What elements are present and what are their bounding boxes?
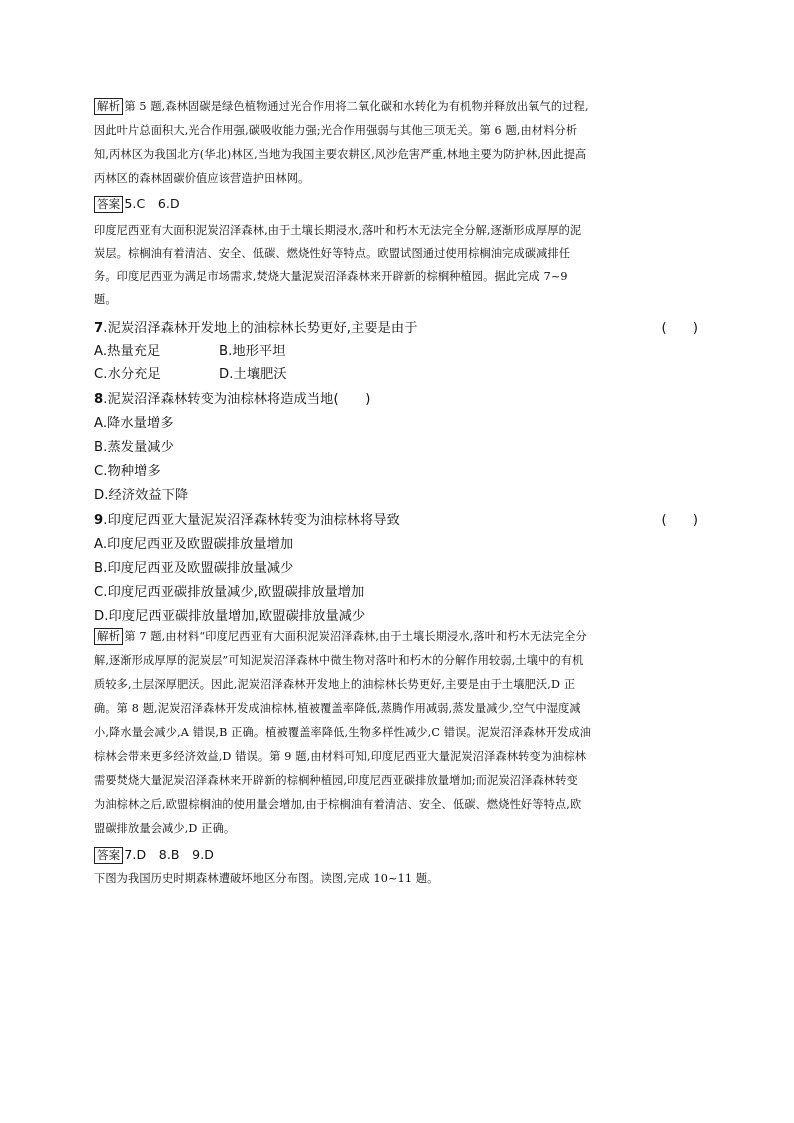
option-b[interactable]: B.印度尼西亚及欧盟碳排放量减少 (94, 561, 294, 576)
option-d[interactable]: D.土壤肥沃 (219, 367, 287, 382)
analysis-section-7-9 (94, 628, 698, 838)
option-a[interactable]: A.热量充足 (94, 344, 161, 359)
next-question-intro (94, 870, 698, 892)
analysis-line: 因此叶片总面积大,光合作用强,碳吸收能力强;光合作用强弱与其他三项无关。第 6 题,由材料分析 (94, 124, 578, 137)
option-c[interactable]: C.水分充足 (94, 367, 161, 382)
answer-blank: ( ) (661, 321, 698, 336)
question-stem: .泥炭沼泽森林转变为油棕林将造成当地( ) (103, 392, 371, 407)
question-stem: .印度尼西亚大量泥炭沼泽森林转变为油棕林将导致 (103, 513, 400, 528)
analysis-line: 解析 第 5 题,森林固碳是绿色植物通过光合作用将二氧化碳和水转化为有机物并释放出氧气的过程, (94, 98, 589, 115)
analysis-line: 确。第 8 题,泥炭沼泽森林开发成油棕林,植被覆盖率降低,蒸腾作用减弱,蒸发量减少,空气中湿度减 (94, 702, 581, 715)
answer-text: 7.D 8.B 9.D (124, 847, 215, 862)
analysis-line: 盟碳排放量会减少,D 正确。 (94, 822, 236, 835)
option-a[interactable]: A.降水量增多 (94, 416, 174, 431)
analysis-line: 解,逐渐形成厚厚的泥炭层”可知泥炭沼泽森林中微生物对落叶和朽木的分解作用较弱,土壤中的有机 (94, 654, 584, 667)
answer-section-7-9 (94, 845, 698, 867)
analysis-section-5-6 (94, 98, 698, 194)
analysis-line: 为油棕林之后,欧盟棕榈油的使用量会增加,由于棕榈油有着清洁、安全、低碳、燃烧性好等特点,欧 (94, 798, 582, 811)
question-stem: .泥炭沼泽森林开发地上的油棕林长势更好,主要是由于 (103, 321, 418, 336)
question-9 (94, 509, 698, 624)
analysis-line: 丙林区的森林固碳价值应该营造护田林网。 (94, 172, 310, 185)
analysis-line: 解析 第 7 题,由材料“印度尼西亚有大面积泥炭沼泽森林,由于土壤长期浸水,落叶和朽木无法完全分 (94, 628, 587, 645)
option-c[interactable]: C.印度尼西亚碳排放量减少,欧盟碳排放量增加 (94, 585, 365, 600)
answer-tag: 答案 (94, 847, 123, 864)
analysis-line: 棕林会带来更多经济效益,D 错误。第 9 题,由材料可知,印度尼西亚大量泥炭沼泽森林转变为油棕林 (94, 750, 587, 763)
option-b[interactable]: B.蒸发量减少 (94, 440, 174, 455)
intro-text: 下图为我国历史时期森林遭破坏地区分布图。读图,完成 10~11 题。 (94, 872, 439, 885)
option-b[interactable]: B.地形平坦 (219, 344, 286, 359)
analysis-line: 知,丙林区为我国北方(华北)林区,当地为我国主要农耕区,风沙危害严重,林地主要为防护林,因此提高 (94, 148, 587, 161)
material-passage (94, 222, 698, 312)
analysis-line: 小,降水量会减少,A 错误,B 正确。植被覆盖率降低,生物多样性减少,C 错误。泥炭沼泽森林开发成油 (94, 726, 592, 739)
material-line: 印度尼西亚有大面积泥炭沼泽森林,由于土壤长期浸水,落叶和朽木无法完全分解,逐渐形成厚厚的泥 (94, 224, 582, 237)
analysis-line: 需要焚烧大量泥炭沼泽森林来开辟新的棕榈种植园,印度尼西亚碳排放量增加;而泥炭沼泽森林转变 (94, 774, 578, 787)
question-number: 9 (94, 513, 104, 528)
analysis-tag: 解析 (94, 98, 123, 115)
analysis-line: 质较多,土层深厚肥沃。因此,泥炭沼泽森林开发地上的油棕林长势更好,主要是由于土壤肥沃,D 正 (94, 678, 576, 691)
question-number: 8 (94, 392, 104, 407)
material-line: 务。印度尼西亚为满足市场需求,焚烧大量泥炭沼泽森林来开辟新的棕榈种植园。据此完成 7~9 (94, 270, 568, 283)
answer-text: 5.C 6.D (124, 196, 180, 211)
analysis-tag: 解析 (94, 628, 123, 645)
question-7 (94, 317, 698, 385)
answer-section-5-6 (94, 194, 698, 216)
option-d[interactable]: D.印度尼西亚碳排放量增加,欧盟碳排放量减少 (94, 609, 366, 624)
material-line: 炭层。棕榈油有着清洁、安全、低碳、燃烧性好等特点。欧盟试图通过使用棕榈油完成碳减排任 (94, 247, 571, 260)
question-number: 7 (94, 321, 104, 336)
option-d[interactable]: D.经济效益下降 (94, 488, 189, 503)
option-a[interactable]: A.印度尼西亚及欧盟碳排放量增加 (94, 537, 294, 552)
answer-tag: 答案 (94, 196, 123, 213)
material-line: 题。 (94, 293, 117, 306)
answer-blank: ( ) (661, 513, 698, 528)
question-8 (94, 388, 698, 503)
option-c[interactable]: C.物种增多 (94, 464, 161, 479)
